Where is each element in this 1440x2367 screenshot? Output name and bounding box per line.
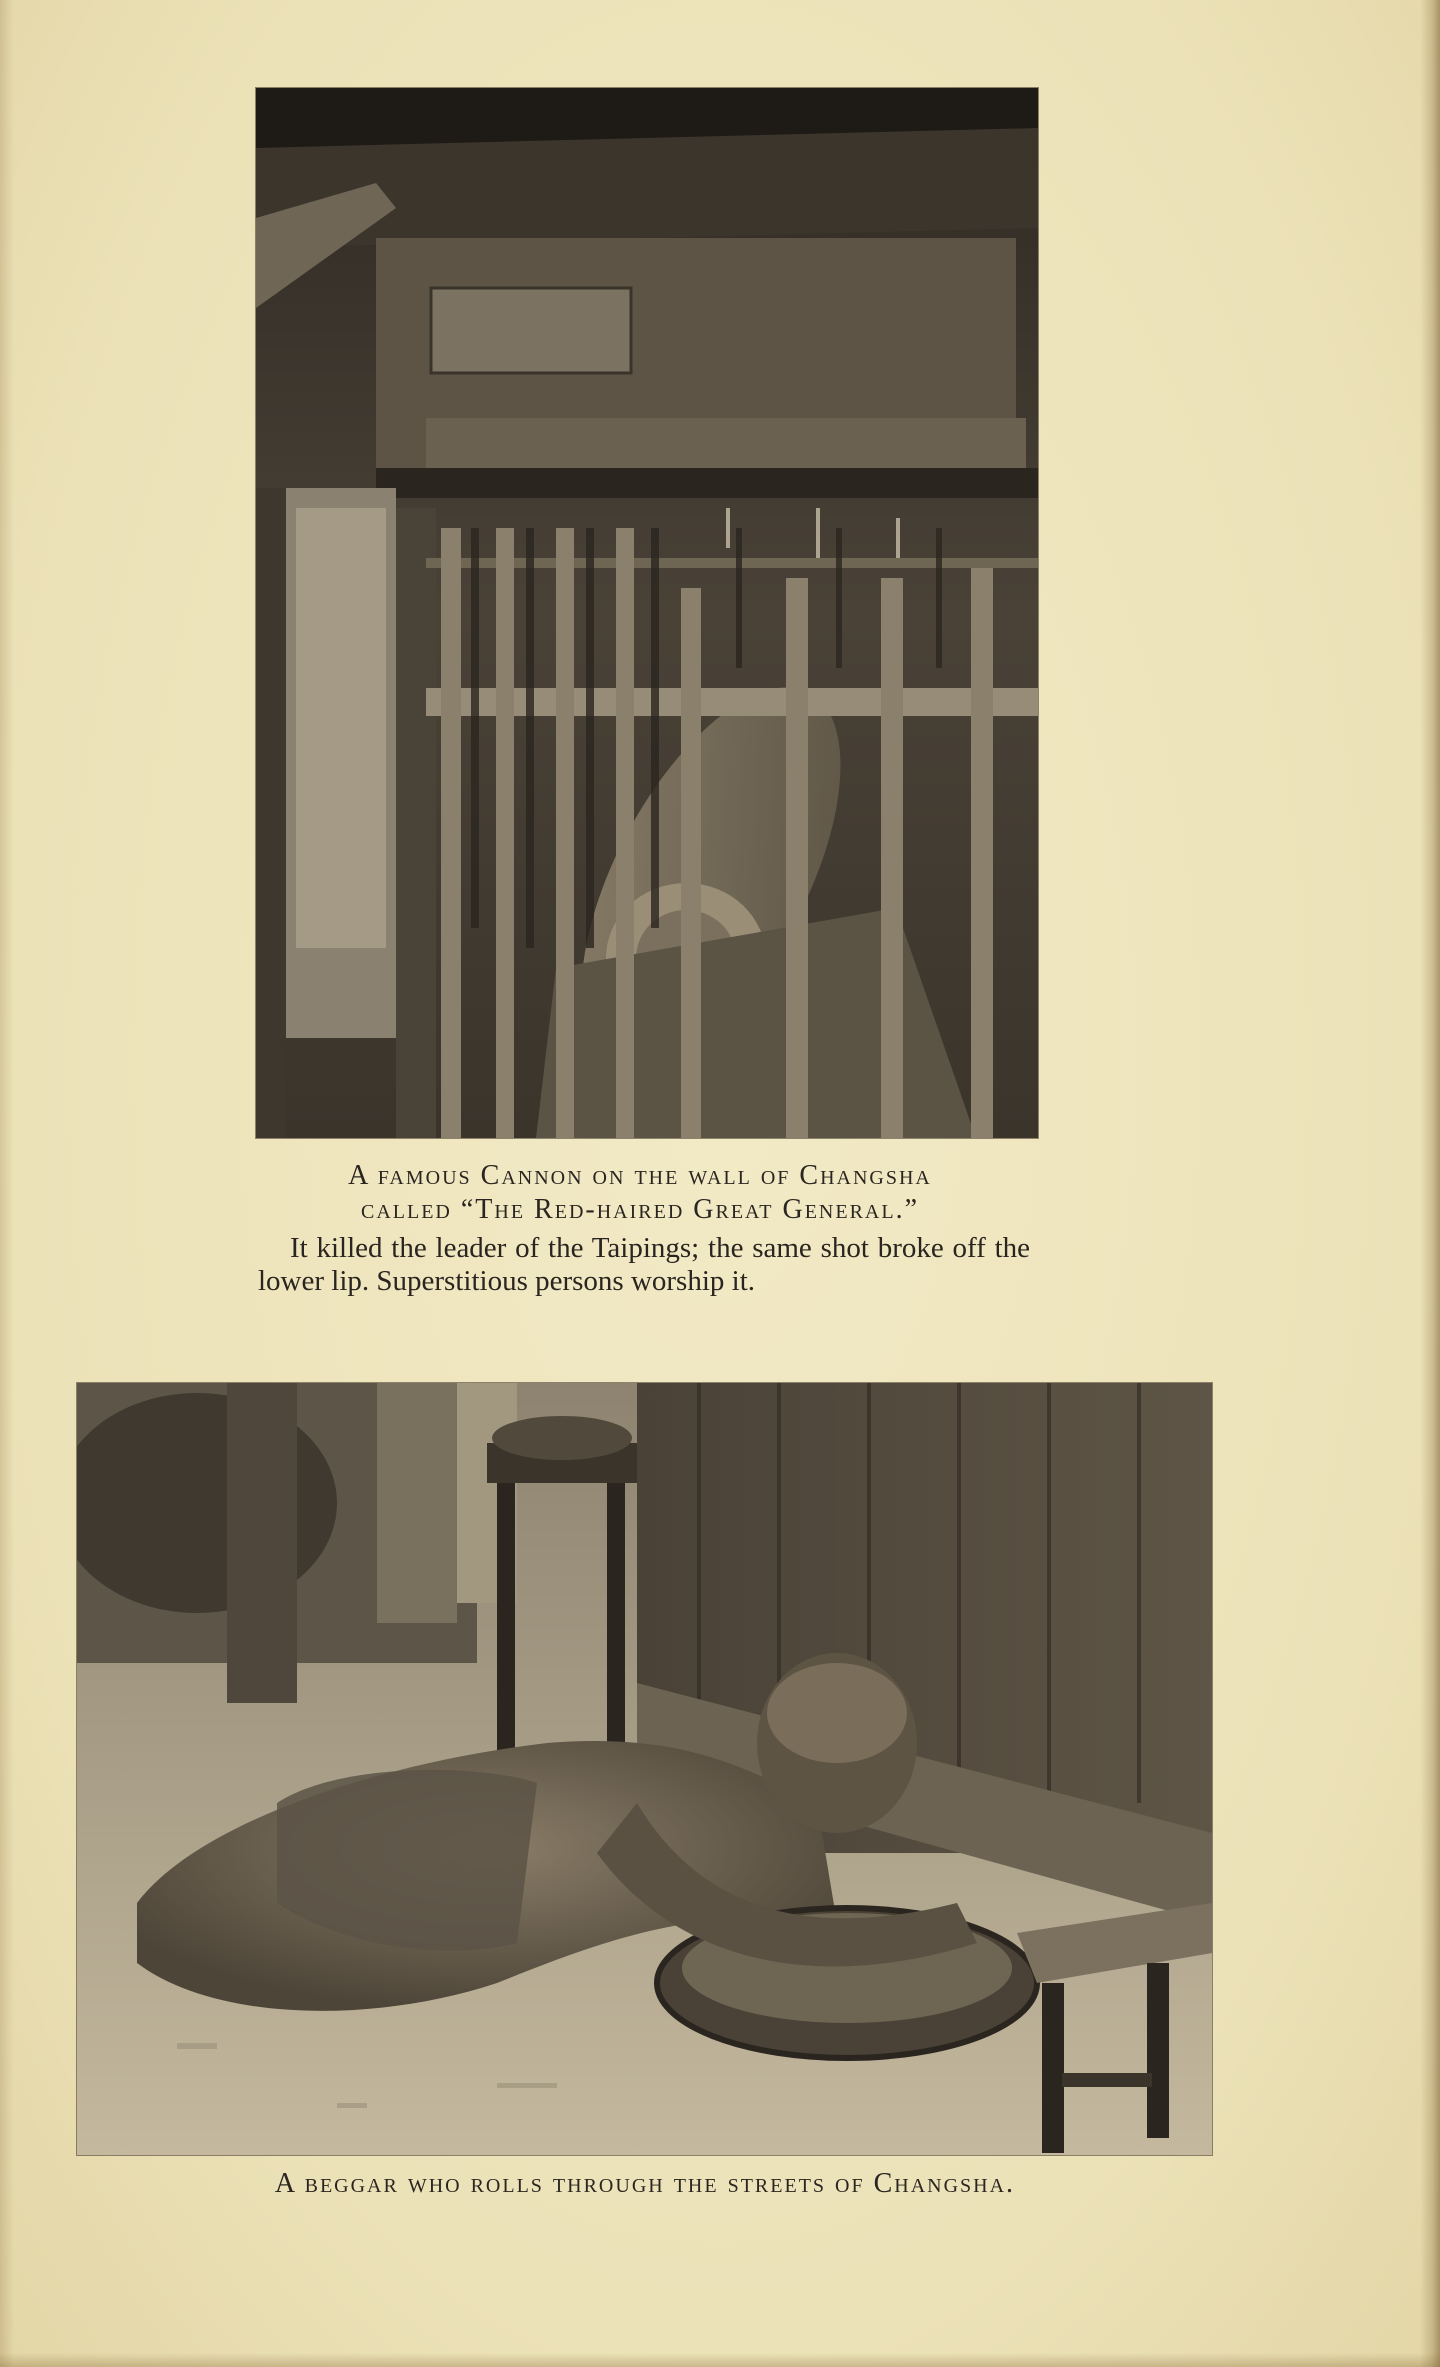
page-bottom-edge [0,2353,1440,2367]
cannon-photograph [256,88,1038,1138]
cannon-caption-title [240,1159,1040,1227]
page-left-edge [0,0,14,2367]
beggar-photograph [77,1383,1212,2155]
cannon-caption-line1: A famous Cannon on the wall of Changsha [348,1160,932,1191]
page-right-edge [1420,0,1440,2367]
cannon-description: It killed the leader of the Taipings; the same shot broke off the lower lip. Superstitious persons worship it. [258,1232,1030,1297]
beggar-caption: A beggar who rolls through the streets of Changsha. [274,2168,1016,2199]
cannon-caption-line2: called “The Red-haired Great General.” [360,1194,920,1225]
